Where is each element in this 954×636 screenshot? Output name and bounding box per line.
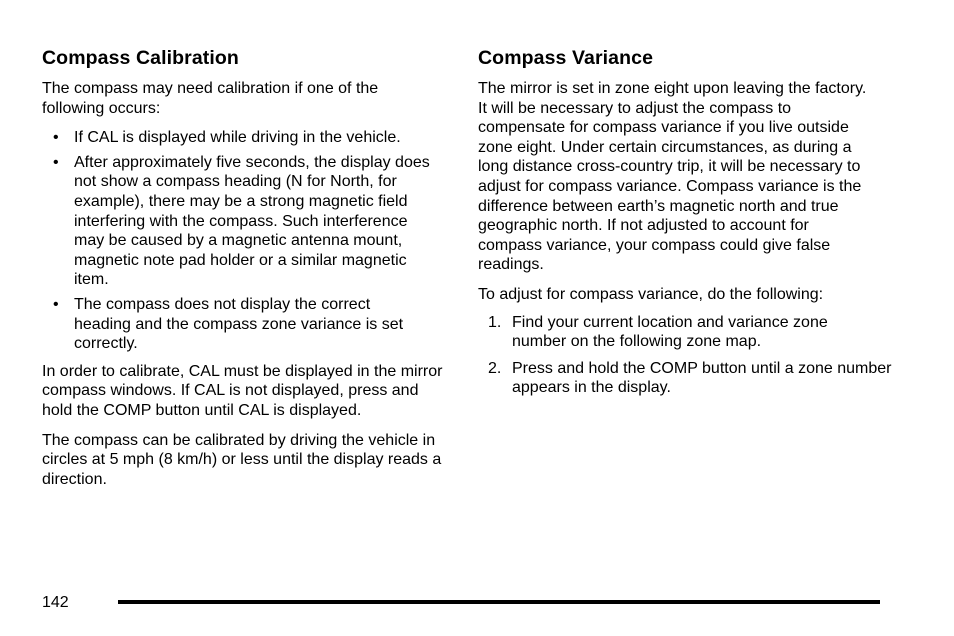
list-item: [42, 128, 452, 148]
section-heading-compass-calibration: Compass Calibration: [42, 47, 239, 69]
bullet-icon: •: [53, 153, 59, 171]
bullet-icon: •: [53, 129, 59, 147]
list-item-text: If CAL is displayed while driving in the vehicle.: [74, 129, 401, 147]
right-column: [478, 46, 892, 405]
body-paragraph: The compass can be calibrated by driving the vehicle in circles at 5 mph (8 km/h) or less until the display reads a direction.: [42, 431, 442, 488]
list-item: [478, 359, 912, 398]
list-item: [42, 153, 434, 290]
section-heading-compass-variance: Compass Variance: [478, 47, 654, 69]
list-item: [42, 295, 419, 354]
step-number: 1.: [488, 313, 502, 331]
list-item-text: The compass does not display the correct heading and the compass zone variance is set correctly.: [74, 295, 404, 353]
step-text: Press and hold the COMP button until a zone number appears in the display.: [512, 359, 892, 397]
page-number: 142: [42, 594, 69, 611]
steps-list: [478, 313, 892, 398]
conditions-list: [42, 128, 452, 354]
intro-paragraph: The compass may need calibration if one of the following occurs:: [42, 80, 379, 117]
step-number: 2.: [488, 359, 502, 377]
bullet-icon: •: [53, 295, 59, 313]
body-paragraph: In order to calibrate, CAL must be displayed in the mirror compass windows. If CAL is not displayed, press and hold the COMP button until CAL is displayed.: [42, 362, 443, 419]
left-column: [42, 46, 452, 499]
step-text: Find your current location and variance zone number on the following zone map.: [512, 313, 828, 351]
list-item: [478, 313, 842, 352]
body-paragraph: To adjust for compass variance, do the following:: [478, 285, 824, 303]
body-paragraph: The mirror is set in zone eight upon leaving the factory. It will be necessary to adjust the compass to compensate for compass variance if you live outside zone eight. Under certain circumstances, as during a long distance cross-country trip, it will be necessary to adjust for compass variance. Compass variance is the difference between earth’s magnetic north and true geographic north. If not adjusted to account for compass variance, your compass could give false readings.: [478, 80, 867, 274]
footer-rule: [118, 600, 880, 604]
list-item-text: After approximately five seconds, the display does not show a compass heading (N for North, for example), there may be a strong magnetic field interfering with the compass. Such interference may be caused by a magnetic antenna mount, magnetic note pad holder or a similar magnetic item.: [74, 153, 430, 289]
